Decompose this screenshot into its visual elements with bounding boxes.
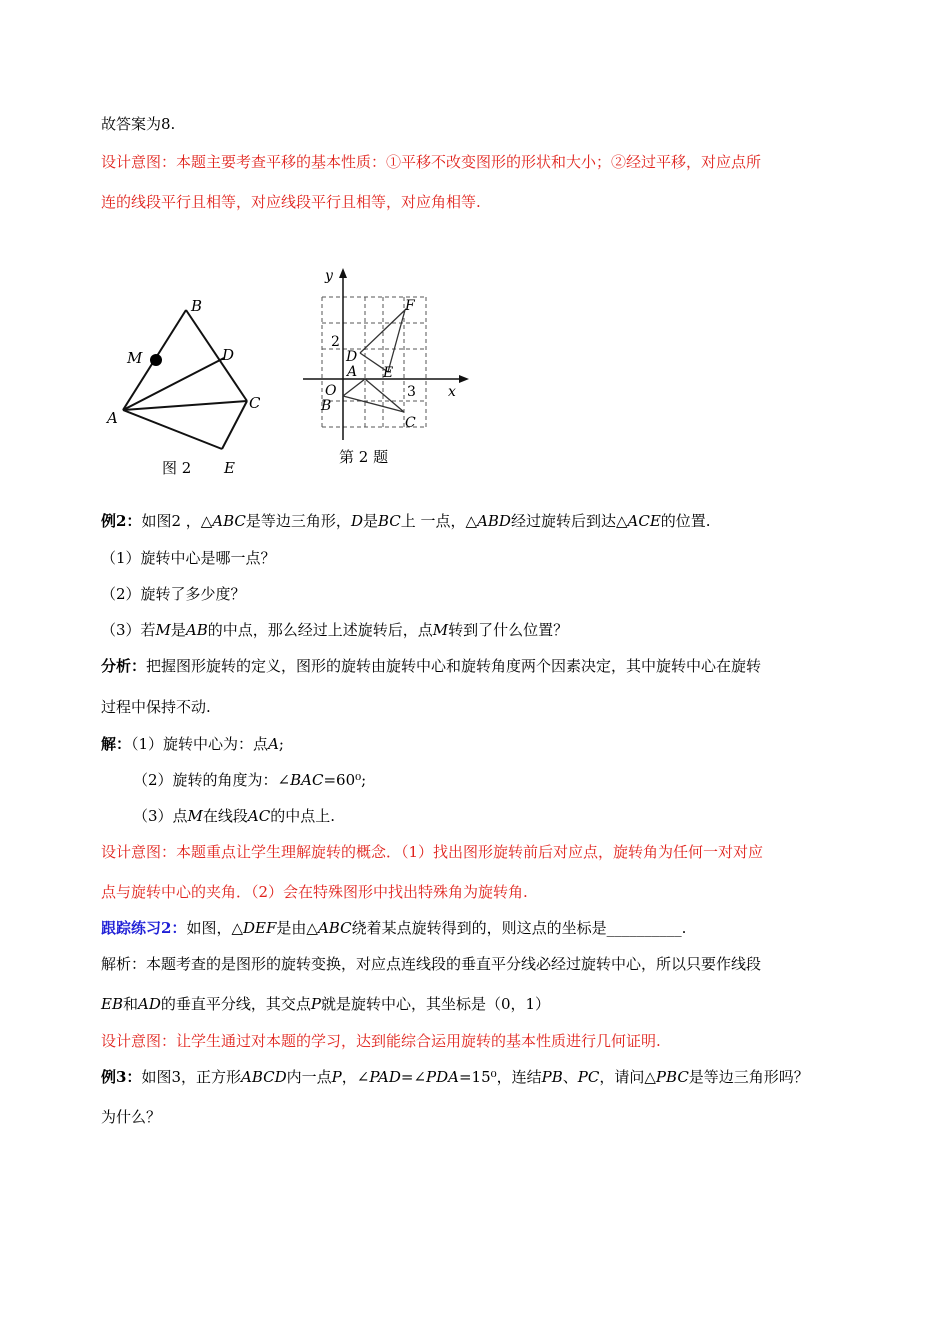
label-b: B xyxy=(191,297,203,315)
answer-line: 故答案为8. xyxy=(101,115,176,133)
question-3: （3）若M是AB的中点，那么经过上述旋转后，点M转到了什么位置？ xyxy=(101,621,569,639)
label-a: A xyxy=(107,409,118,427)
analysis-cont: 过程中保持不动. xyxy=(101,698,211,716)
solution-3: （3）点M在线段AC的中点上. xyxy=(133,807,336,825)
edge-bc xyxy=(186,310,247,401)
design-intent-1: 设计意图：本题主要考查平移的基本性质：①平移不改变图形的形状和大小；②经过平移，对应点所 xyxy=(101,153,762,171)
explanation: 解析：本题考查的是图形的旋转变换，对应点连线段的垂直平分线必经过旋转中心，所以只要作线段 xyxy=(101,955,762,973)
label-a: A xyxy=(347,364,358,380)
design-intent-1-cont: 连的线段平行且相等，对应线段平行且相等，对应角相等. xyxy=(101,193,481,211)
design-intent-2-cont: 点与旋转中心的夹角．（2）会在特殊图形中找出特殊角为旋转角. xyxy=(101,883,528,901)
solution-2: （2）旋转的角度为：∠BAC=60⁰; xyxy=(133,771,367,789)
label-o: O xyxy=(325,383,337,399)
edge-ce xyxy=(222,401,247,449)
design-intent-2: 设计意图：本题重点让学生理解旋转的概念．（1）找出图形旋转前后对应点，旋转角为任何一对对应 xyxy=(101,843,764,861)
caption-fig2: 图 2 xyxy=(162,459,192,477)
label-c: C xyxy=(249,394,260,412)
question-1: （1）旋转中心是哪一点？ xyxy=(101,549,276,567)
label-e: E xyxy=(224,459,235,477)
tracking-exercise-2: 跟踪练习2：如图，△DEF是由△ABC绕着某点旋转得到的，则这点的坐标是__________. xyxy=(101,919,687,937)
tick-2: 2 xyxy=(331,334,340,350)
label-y: y xyxy=(325,268,333,284)
example-3-cont: 为什么？ xyxy=(101,1108,162,1126)
question-2: （2）旋转了多少度？ xyxy=(101,585,246,603)
figure-grid-rotation xyxy=(295,262,475,472)
label-d: D xyxy=(346,349,358,365)
label-e: E xyxy=(383,365,394,381)
edge-ae xyxy=(123,410,222,449)
solution-1: 解：（1）旋转中心为：点A; xyxy=(101,735,284,753)
analysis: 分析：把握图形旋转的定义，图形的旋转由旋转中心和旋转角度两个因素决定，其中旋转中心在旋转 xyxy=(101,657,762,675)
design-intent-3: 设计意图：让学生通过对本题的学习，达到能综合运用旋转的基本性质进行几何证明. xyxy=(101,1032,661,1050)
label-d: D xyxy=(222,346,235,364)
example-3: 例3：如图3，正方形ABCD内一点P，∠PAD=∠PDA=15⁰，连结PB、PC，请问△PBC是等边三角形吗？ xyxy=(101,1068,809,1086)
example-2: 例2：如图2 ，△ABC是等边三角形，D是BC上 一点，△ABD经过旋转后到达△ACE的位置. xyxy=(101,512,711,530)
y-arrow xyxy=(339,268,347,278)
label-f: F xyxy=(405,298,415,314)
label-c: C xyxy=(405,415,416,431)
label-x: x xyxy=(448,384,456,400)
label-b: B xyxy=(321,398,332,414)
tick-3: 3 xyxy=(407,384,416,400)
caption-problem2: 第 2 题 xyxy=(339,448,389,466)
explanation-cont: EB和AD的垂直平分线，其交点P就是旋转中心，其坐标是（0，1） xyxy=(101,995,551,1013)
triangle-abc xyxy=(343,379,404,412)
x-arrow xyxy=(459,375,469,383)
label-m: M xyxy=(127,349,143,367)
figure-2-triangle xyxy=(100,280,260,480)
point-m xyxy=(150,354,162,366)
edge-ac xyxy=(123,401,247,410)
